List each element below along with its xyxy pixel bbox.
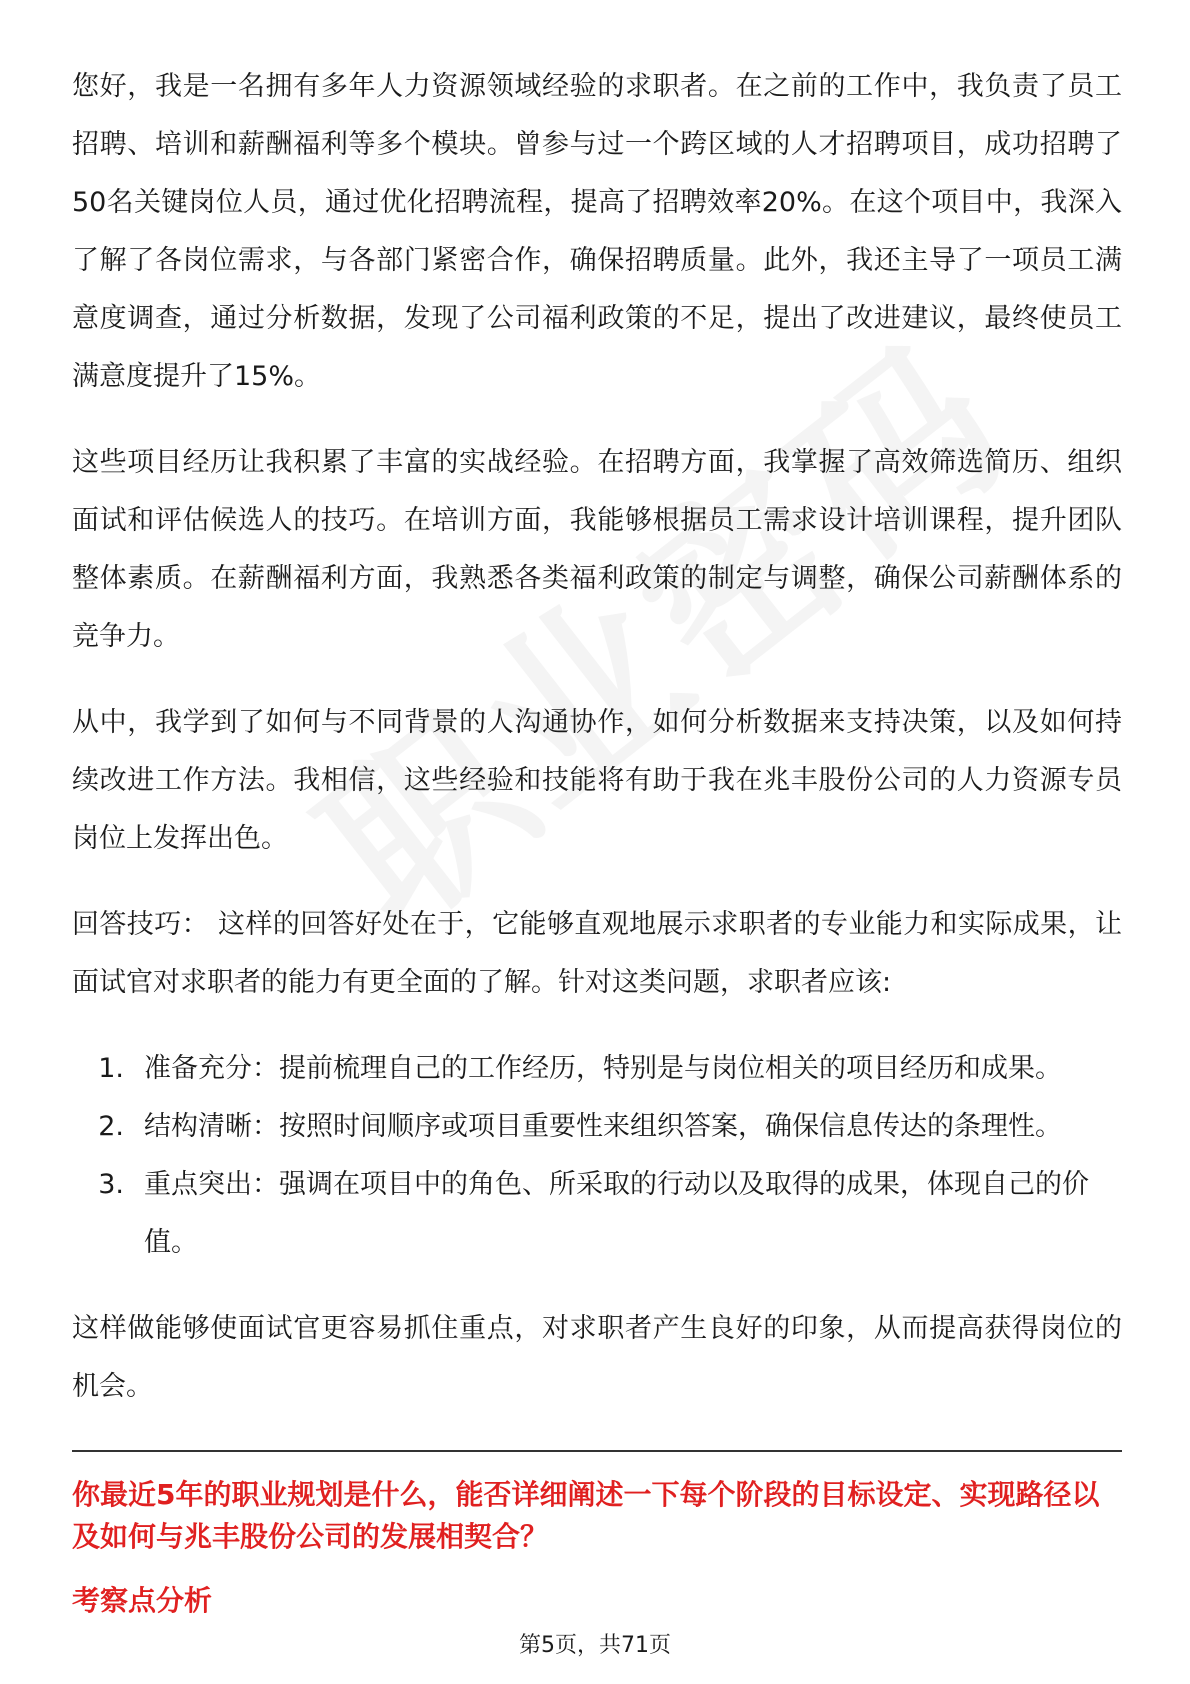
document-body	[72, 58, 1122, 1622]
list-item-number: 3.	[98, 1169, 124, 1200]
answer-paragraph-3: 从中，我学到了如何与不同背景的人沟通协作，如何分析数据来支持决策，以及如何持续改进工作方法。我相信，这些经验和技能将有助于我在兆丰股份公司的人力资源专员岗位上发挥出色。	[72, 707, 1122, 854]
answer-tips-intro: 回答技巧： 这样的回答好处在于，它能够直观地展示求职者的专业能力和实际成果，让面试官对求职者的能力有更全面的了解。针对这类问题，求职者应该:	[72, 909, 1122, 998]
list-item	[72, 1040, 1122, 1098]
page-number: 第5页，共71页	[519, 1633, 671, 1658]
next-question-heading: 你最近5年的职业规划是什么，能否详细阐述一下每个阶段的目标设定、实现路径以及如何与兆丰股份公司的发展相契合？	[72, 1478, 1100, 1553]
answer-paragraph-1: 您好，我是一名拥有多年人力资源领域经验的求职者。在之前的工作中，我负责了员工招聘、培训和薪酬福利等多个模块。曾参与过一个跨区域的人才招聘项目，成功招聘了50名关键岗位人员，通过优化招聘流程，提高了招聘效率20%。在这个项目中，我深入了解了各岗位需求，与各部门紧密合作，确保招聘质量。此外，我还主导了一项员工满意度调查，通过分析数据，发现了公司福利政策的不足，提出了改进建议，最终使员工满意度提升了15%。	[72, 71, 1122, 392]
list-item-number: 2.	[98, 1111, 124, 1142]
section-divider	[72, 1450, 1122, 1452]
list-item-text: 结构清晰：按照时间顺序或项目重要性来组织答案，确保信息传达的条理性。	[144, 1111, 1062, 1142]
list-item-text: 准备充分：提前梳理自己的工作经历，特别是与岗位相关的项目经历和成果。	[144, 1053, 1062, 1084]
tips-list	[72, 1040, 1122, 1272]
list-item	[72, 1156, 1122, 1272]
answer-paragraph-2: 这些项目经历让我积累了丰富的实战经验。在招聘方面，我掌握了高效筛选简历、组织面试和评估候选人的技巧。在培训方面，我能够根据员工需求设计培训课程，提升团队整体素质。在薪酬福利方面，我熟悉各类福利政策的制定与调整，确保公司薪酬体系的竞争力。	[72, 447, 1122, 652]
list-item	[72, 1098, 1122, 1156]
closing-paragraph: 这样做能够使面试官更容易抓住重点，对求职者产生良好的印象，从而提高获得岗位的机会。	[72, 1313, 1122, 1402]
analysis-section-title: 考察点分析	[72, 1584, 213, 1617]
list-item-text: 重点突出：强调在项目中的角色、所采取的行动以及取得的成果，体现自己的价值。	[144, 1169, 1089, 1258]
list-item-number: 1.	[98, 1053, 124, 1084]
